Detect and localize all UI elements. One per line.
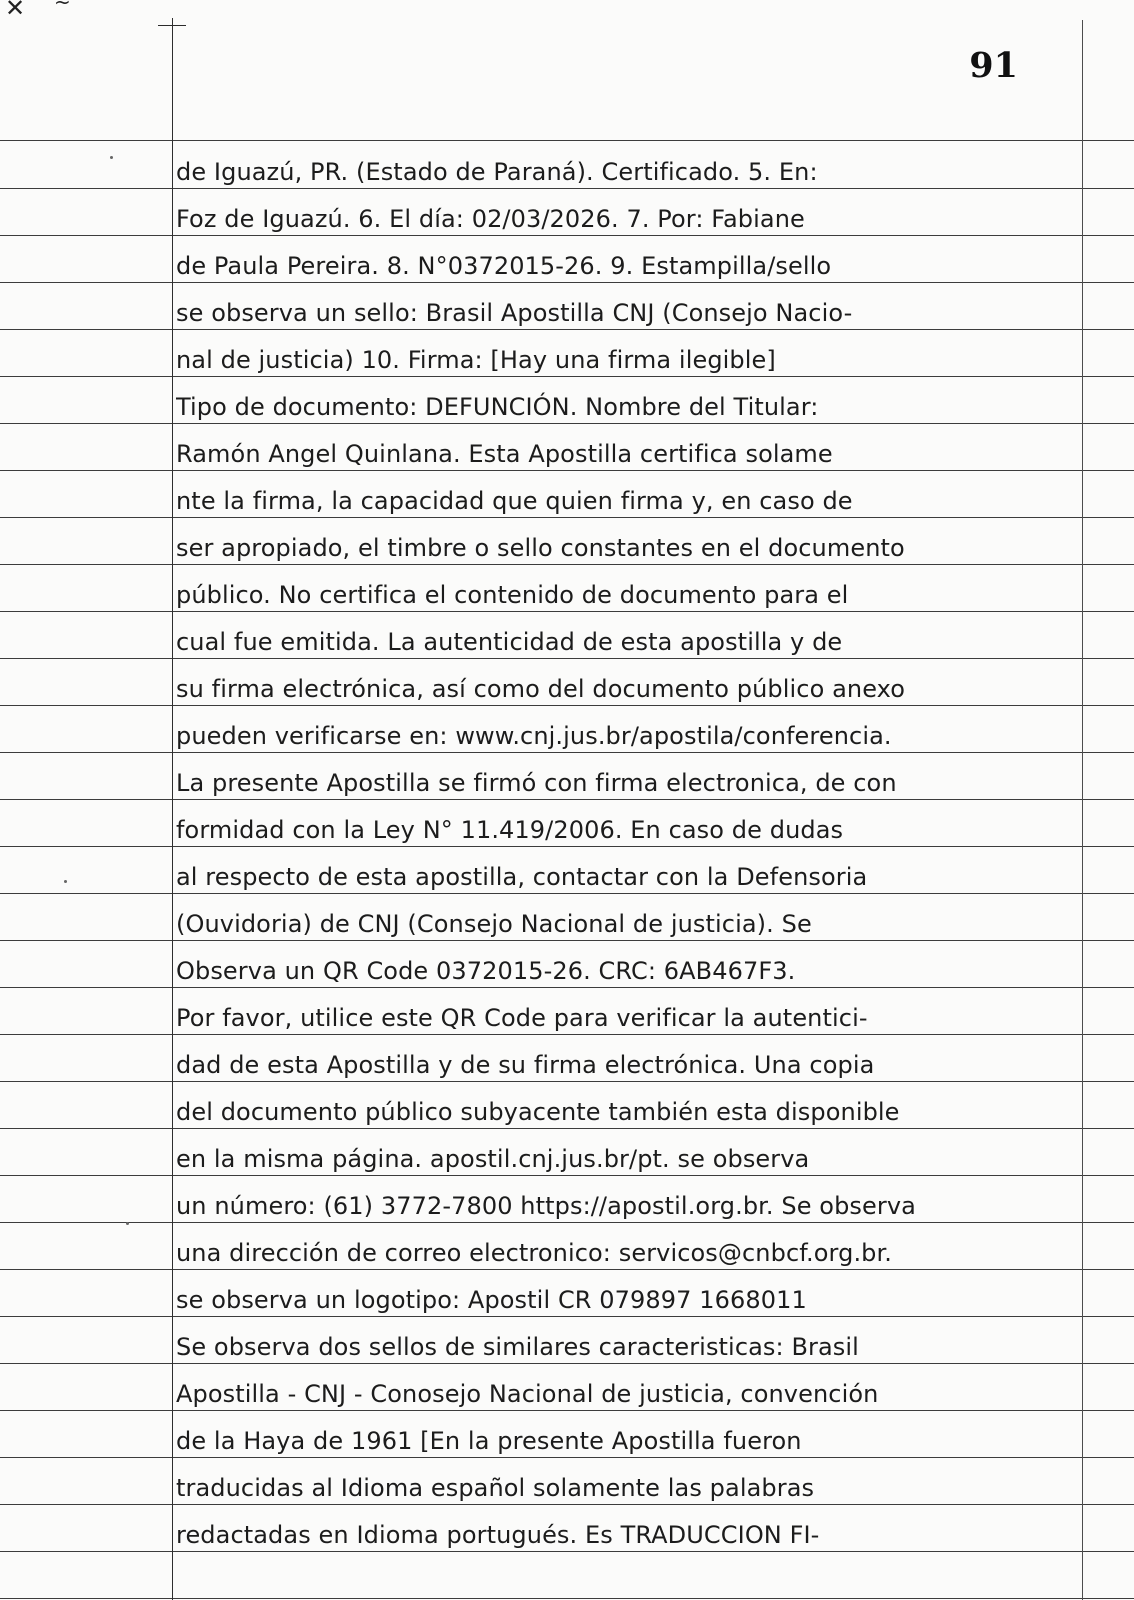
ruled-line <box>0 987 1134 988</box>
ruled-line <box>0 470 1134 471</box>
text-line-5: nal de justicia) 10. Firma: [Hay una firma ilegible] <box>176 346 776 374</box>
ruled-line <box>0 1504 1134 1505</box>
text-line-14: La presente Apostilla se firmó con firma electronica, de con <box>176 769 897 797</box>
text-line-26: Se observa dos sellos de similares caracteristicas: Brasil <box>176 1333 859 1361</box>
text-line-17: (Ouvidoria) de CNJ (Consejo Nacional de justicia). Se <box>176 910 812 938</box>
text-line-21: del documento público subyacente también esta disponible <box>176 1098 900 1126</box>
text-line-30: redactadas en Idioma portugués. Es TRADUCCION FI- <box>176 1521 820 1549</box>
stray-dot <box>126 1222 129 1225</box>
text-line-18: Observa un QR Code 0372015-26. CRC: 6AB467F3. <box>176 957 796 985</box>
corner-marks <box>0 0 120 30</box>
stray-dot <box>64 880 67 883</box>
text-line-1: de Iguazú, PR. (Estado de Paraná). Certificado. 5. En: <box>176 158 818 186</box>
ruled-line <box>0 329 1134 330</box>
text-line-15: formidad con la Ley N° 11.419/2006. En caso de dudas <box>176 816 844 844</box>
text-line-16: al respecto de esta apostilla, contactar con la Defensoria <box>176 863 868 891</box>
ruled-line <box>0 235 1134 236</box>
text-line-27: Apostilla - CNJ - Conosejo Nacional de justicia, convención <box>176 1380 879 1408</box>
ruled-line <box>0 140 1134 141</box>
ruled-line <box>0 282 1134 283</box>
left-margin-line <box>172 18 173 1600</box>
ruled-line <box>0 1598 1134 1599</box>
margin-corner-tick <box>158 25 186 26</box>
text-line-10: público. No certifica el contenido de documento para el <box>176 581 849 609</box>
right-margin-line <box>1082 20 1083 1600</box>
ruled-line <box>0 1363 1134 1364</box>
ruled-line <box>0 752 1134 753</box>
text-line-24: una dirección de correo electronico: servicos@cnbcf.org.br. <box>176 1239 892 1267</box>
ruled-line <box>0 658 1134 659</box>
ruled-line <box>0 564 1134 565</box>
ruled-line <box>0 376 1134 377</box>
ruled-line <box>0 1269 1134 1270</box>
text-line-4: se observa un sello: Brasil Apostilla CNJ (Consejo Nacio- <box>176 299 853 327</box>
ruled-line <box>0 1222 1134 1223</box>
text-line-9: ser apropiado, el timbre o sello constantes en el documento <box>176 534 905 562</box>
text-line-29: traducidas al Idioma español solamente las palabras <box>176 1474 815 1502</box>
ruled-line <box>0 1457 1134 1458</box>
text-line-13: pueden verificarse en: www.cnj.jus.br/apostila/conferencia. <box>176 722 892 750</box>
ruled-line <box>0 1410 1134 1411</box>
text-line-8: nte la firma, la capacidad que quien firma y, en caso de <box>176 487 853 515</box>
text-line-2: Foz de Iguazú. 6. El día: 02/03/2026. 7. Por: Fabiane <box>176 205 805 233</box>
ruled-line <box>0 893 1134 894</box>
ruled-line <box>0 611 1134 612</box>
text-line-7: Ramón Angel Quinlana. Esta Apostilla certifica solame <box>176 440 833 468</box>
text-line-22: en la misma página. apostil.cnj.jus.br/pt. se observa <box>176 1145 810 1173</box>
text-line-12: su firma electrónica, así como del documento público anexo <box>176 675 905 703</box>
ruled-line <box>0 517 1134 518</box>
corner-x-mark: ✕ <box>5 0 26 22</box>
ruled-line <box>0 940 1134 941</box>
ruled-line <box>0 188 1134 189</box>
ruled-line <box>0 1034 1134 1035</box>
text-line-19: Por favor, utilice este QR Code para verificar la autentici- <box>176 1004 868 1032</box>
ruled-line <box>0 1081 1134 1082</box>
ruled-line <box>0 423 1134 424</box>
stray-dot <box>110 156 113 159</box>
ruled-line <box>0 1316 1134 1317</box>
corner-tilde-mark: ~ <box>54 0 71 14</box>
ruled-line <box>0 1175 1134 1176</box>
page-number: 91 <box>969 45 1018 86</box>
text-line-6: Tipo de documento: DEFUNCIÓN. Nombre del Titular: <box>176 393 819 421</box>
text-line-11: cual fue emitida. La autenticidad de esta apostilla y de <box>176 628 843 656</box>
text-line-28: de la Haya de 1961 [En la presente Apostilla fueron <box>176 1427 802 1455</box>
ruled-line <box>0 705 1134 706</box>
text-line-20: dad de esta Apostilla y de su firma electrónica. Una copia <box>176 1051 875 1079</box>
ruled-line <box>0 799 1134 800</box>
text-line-25: se observa un logotipo: Apostil CR 079897 1668011 <box>176 1286 807 1314</box>
text-line-3: de Paula Pereira. 8. N°0372015-26. 9. Estampilla/sello <box>176 252 832 280</box>
ruled-line <box>0 1551 1134 1552</box>
text-line-23: un número: (61) 3772-7800 https://apostil.org.br. Se observa <box>176 1192 916 1220</box>
ruled-line <box>0 1128 1134 1129</box>
ruled-line <box>0 846 1134 847</box>
